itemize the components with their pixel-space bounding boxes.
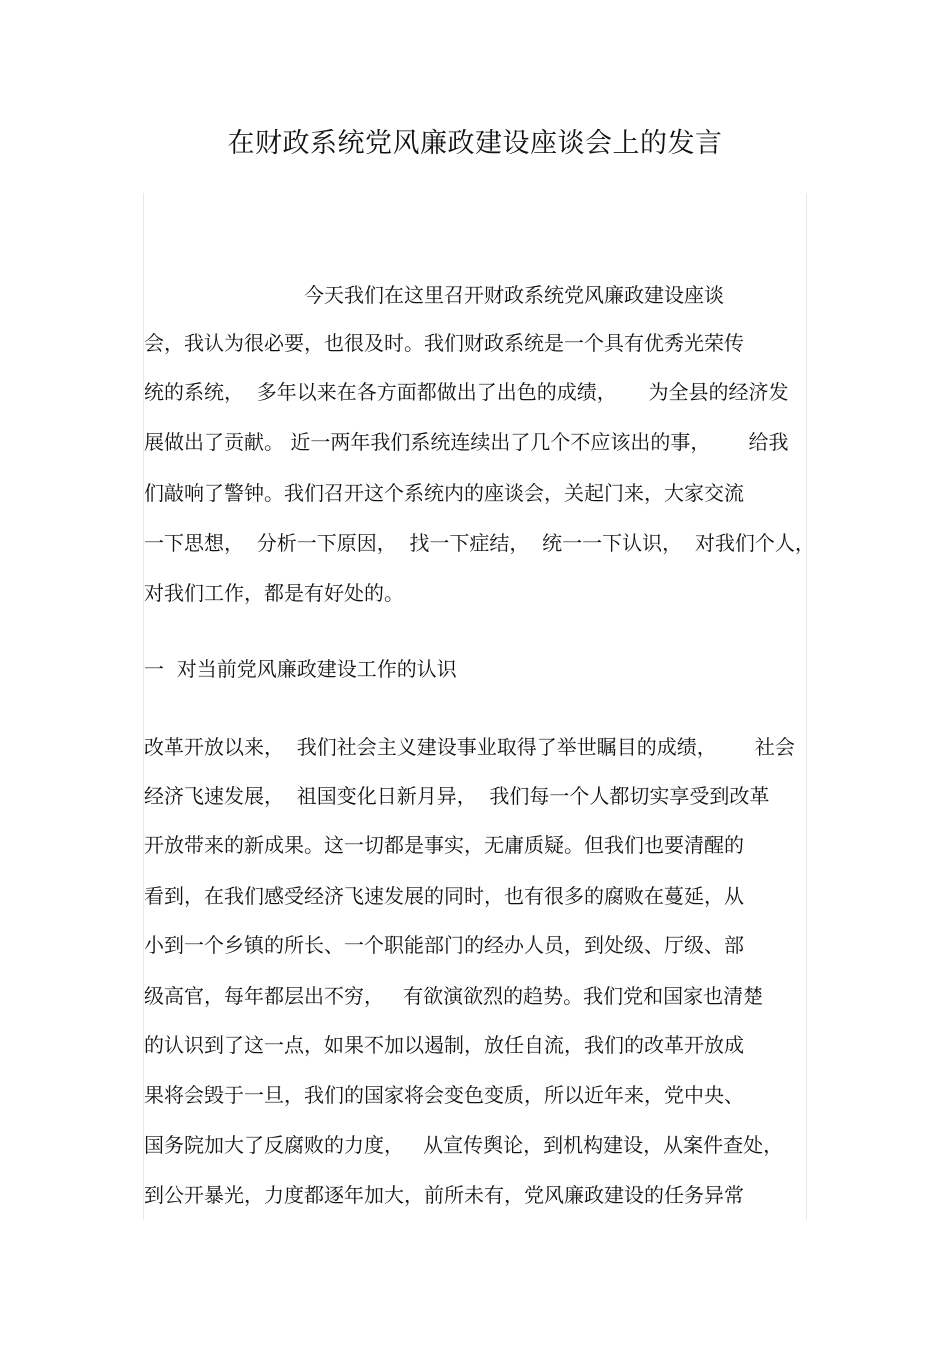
body-line: 经济飞速发展， 祖国变化日新月异， 我们每一个人都切实享受到改革 — [144, 784, 770, 808]
document-title: 在财政系统党风廉政建设座谈会上的发言 — [227, 128, 723, 159]
body-line: 统的系统， 多年以来在各方面都做出了出色的成绩， 为全县的经济发 — [144, 380, 789, 404]
body-line: 开放带来的新成果。这一切都是事实，无庸质疑。但我们也要清醒的 — [144, 833, 744, 857]
body-line: 展做出了贡献。 近一两年我们系统连续出了几个不应该出的事， 给我 — [144, 430, 789, 454]
body-line: 今天我们在这里召开财政系统党风廉政建设座谈 — [144, 283, 724, 307]
body-line: 国务院加大了反腐败的力度， 从宣传舆论，到机构建设，从案件查处， — [144, 1133, 784, 1157]
body-line: 改革开放以来， 我们社会主义建设事业取得了举世瞩目的成绩， 社会 — [144, 735, 795, 759]
body-line: 会，我认为很必要，也很及时。我们财政系统是一个具有优秀光荣传 — [144, 331, 744, 355]
body-line: 到公开暴光，力度都逐年加大，前所未有，党风廉政建设的任务异常 — [144, 1183, 744, 1207]
body-line: 果将会毁于一旦，我们的国家将会变色变质，所以近年来，党中央、 — [144, 1083, 744, 1107]
body-line: 们敲响了警钟。我们召开这个系统内的座谈会，关起门来，大家交流 — [144, 481, 744, 505]
body-line: 一下思想， 分析一下原因， 找一下症结， 统一一下认识， 对我们个人， — [144, 531, 815, 555]
body-line: 对我们工作，都是有好处的。 — [144, 581, 404, 605]
section-heading: 一 对当前党风廉政建设工作的认识 — [144, 657, 457, 681]
body-line: 看到，在我们感受经济飞速发展的同时，也有很多的腐败在蔓延，从 — [144, 884, 744, 908]
body-line: 小到一个乡镇的所长、一个职能部门的经办人员，到处级、厅级、部 — [144, 933, 744, 957]
body-line: 的认识到了这一点，如果不加以遏制，放任自流，我们的改革开放成 — [144, 1033, 744, 1057]
body-line: 级高官，每年都层出不穷， 有欲演欲烈的趋势。我们党和国家也清楚 — [144, 984, 764, 1008]
